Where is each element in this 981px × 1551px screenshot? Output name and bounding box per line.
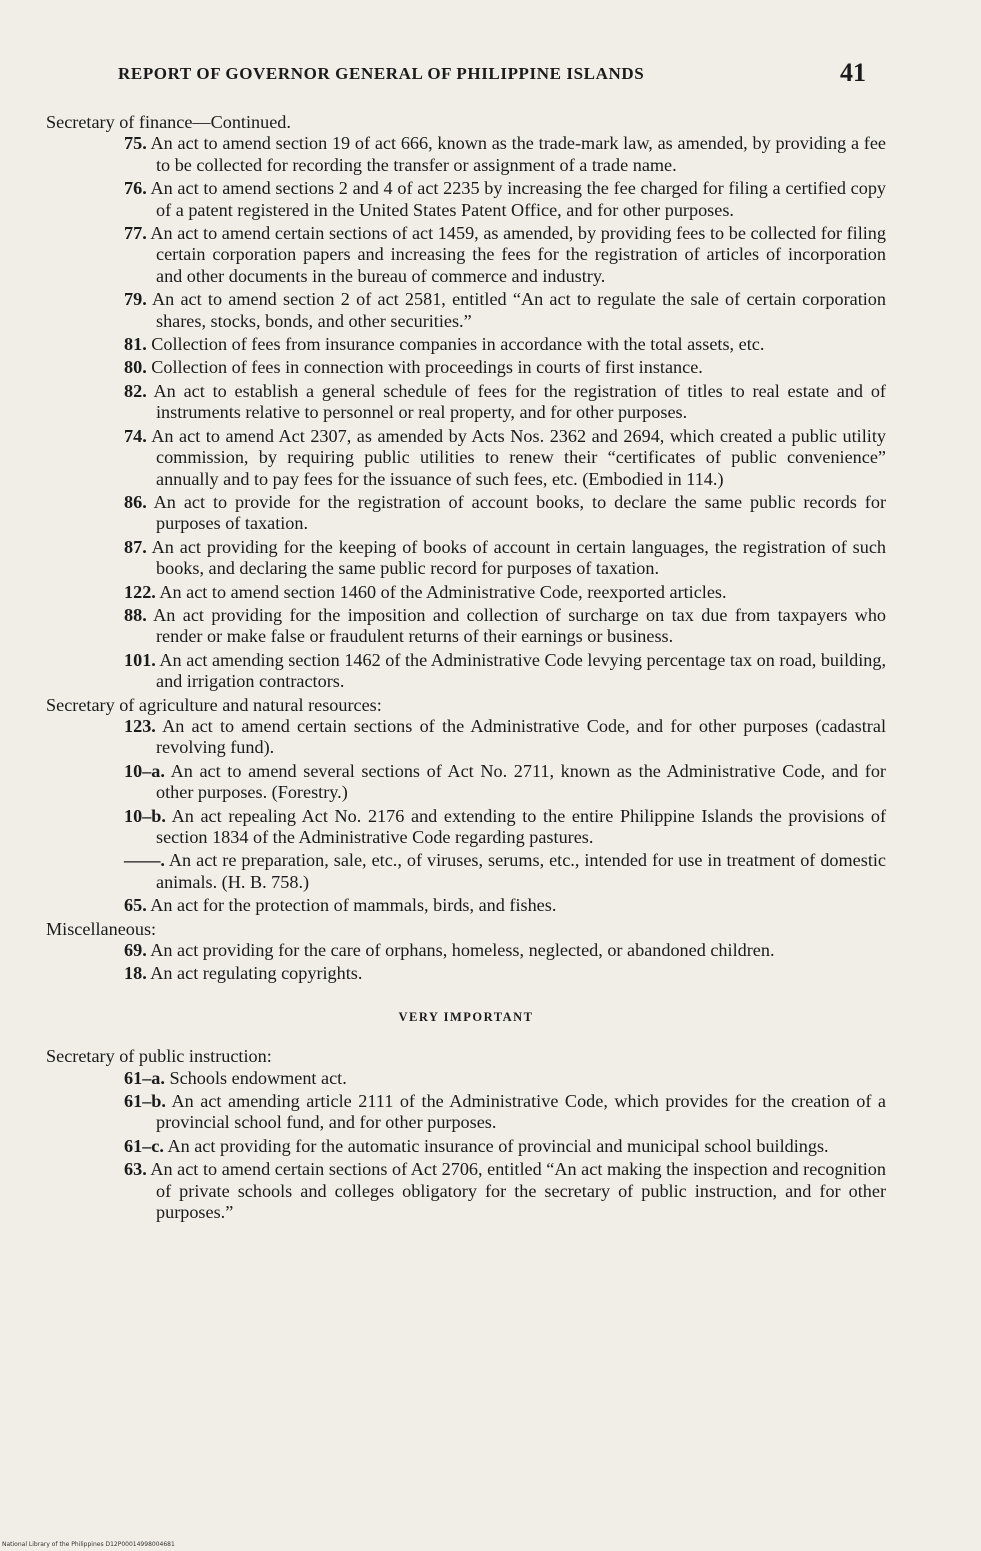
page-content bbox=[46, 112, 886, 1226]
item-text: An act providing for the imposition and collection of surcharge on tax due from taxpayers who render or make false or fraudulent returns of their earnings or business. bbox=[153, 604, 887, 647]
item-text: An act to amend section 19 of act 666, known as the trade-mark law, as amended, by providing a fee to be collected for recording the transfer or assignment of a trade name. bbox=[150, 133, 886, 175]
item-number: 61–c. bbox=[124, 1135, 164, 1156]
item-number: 88. bbox=[124, 604, 147, 625]
item-text: An act to amend Act 2307, as amended by Acts Nos. 2362 and 2694, which created a public utility commission, by requiring public utilities to renew their “certificates of public convenience” annually and to pay fees for the issuance of such fees, etc. (Embodied in 114.) bbox=[151, 425, 886, 489]
list-item bbox=[46, 1068, 886, 1089]
item-number: 77. bbox=[124, 223, 147, 244]
item-number: 101. bbox=[124, 649, 156, 670]
list-item bbox=[46, 895, 886, 916]
section-heading-public-instruction: Secretary of public instruction: bbox=[46, 1046, 272, 1067]
item-number: ——. bbox=[124, 850, 165, 871]
list-item bbox=[46, 289, 886, 332]
running-head: REPORT OF GOVERNOR GENERAL OF PHILIPPINE ISLANDS bbox=[118, 64, 645, 83]
list-item bbox=[46, 223, 886, 287]
item-number: 65. bbox=[124, 895, 147, 916]
item-text: An act to amend several sections of Act No. 2711, known as the Administrative Code, and for other purposes. (Forestry.) bbox=[156, 760, 886, 803]
item-number: 76. bbox=[124, 178, 147, 199]
list-item bbox=[46, 761, 886, 804]
list-item bbox=[46, 492, 886, 535]
list-item bbox=[46, 716, 886, 759]
section-heading-finance: Secretary of finance—Continued. bbox=[46, 112, 291, 132]
item-text: An act to establish a general schedule of fees for the registration of titles to real estate and of instruments relative to personnel or real property, and for other purposes. bbox=[153, 380, 886, 423]
item-text: An act regulating copyrights. bbox=[150, 963, 363, 984]
finance-items bbox=[46, 133, 886, 692]
list-item bbox=[46, 178, 886, 221]
item-text: An act to amend certain sections of Act 2706, entitled “An act making the inspection and recognition of private schools and colleges obligatory for the secretary of public instruction, and for other purposes.” bbox=[150, 1159, 886, 1223]
item-text: An act to amend sections 2 and 4 of act 2235 by increasing the fee charged for filing a certified copy of a patent registered in the United States Patent Office, and for other purposes. bbox=[150, 178, 887, 220]
item-number: 123. bbox=[124, 715, 156, 736]
item-text: An act providing for the care of orphans, homeless, neglected, or abandoned children. bbox=[150, 940, 775, 961]
item-text: An act for the protection of mammals, birds, and fishes. bbox=[150, 895, 557, 916]
item-number: 18. bbox=[124, 963, 147, 984]
item-text: An act to amend section 2 of act 2581, entitled “An act to regulate the sale of certain corporation shares, stocks, bonds, and other securities.” bbox=[151, 289, 886, 331]
list-item bbox=[46, 1091, 886, 1134]
list-item bbox=[46, 357, 886, 378]
list-item bbox=[46, 426, 886, 490]
item-text: An act providing for the keeping of books of account in certain languages, the registration of such books, and declaring the same public record for purposes of taxation. bbox=[151, 536, 886, 579]
item-text: An act to amend section 1460 of the Administrative Code, reexported articles. bbox=[159, 581, 727, 602]
item-text: An act amending article 2111 of the Administrative Code, which provides for the creation of a provincial school fund, and for other purposes. bbox=[156, 1091, 886, 1133]
section-heading-agriculture: Secretary of agriculture and natural resources: bbox=[46, 694, 382, 715]
item-number: 74. bbox=[124, 425, 147, 446]
item-text: An act to amend certain sections of the Administrative Code, and for other purposes (cadastral revolving fund). bbox=[156, 715, 886, 758]
item-number: 80. bbox=[124, 357, 147, 378]
item-number: 87. bbox=[124, 536, 147, 557]
item-number: 10–b. bbox=[124, 805, 166, 826]
list-item bbox=[46, 650, 886, 693]
list-item bbox=[46, 334, 886, 355]
item-number: 10–a. bbox=[124, 760, 165, 781]
list-item bbox=[46, 1159, 886, 1223]
item-number: 69. bbox=[124, 940, 147, 961]
very-important-heading: VERY IMPORTANT bbox=[398, 1009, 534, 1024]
section-heading-miscellaneous: Miscellaneous: bbox=[46, 918, 157, 939]
item-number: 81. bbox=[124, 334, 147, 355]
item-number: 86. bbox=[124, 491, 147, 512]
item-text: An act providing for the automatic insurance of provincial and municipal school buildings. bbox=[167, 1135, 829, 1156]
list-item bbox=[46, 381, 886, 424]
miscellaneous-items bbox=[46, 940, 886, 985]
list-item bbox=[46, 582, 886, 603]
list-item bbox=[46, 605, 886, 648]
item-text: Collection of fees in connection with proceedings in courts of first instance. bbox=[151, 357, 703, 378]
item-number: 122. bbox=[124, 581, 156, 602]
list-item bbox=[46, 963, 886, 984]
item-number: 75. bbox=[124, 133, 147, 154]
agriculture-items bbox=[46, 716, 886, 917]
item-text: An act repealing Act No. 2176 and extending to the entire Philippine Islands the provisions of section 1834 of the Administrative Code regarding pastures. bbox=[156, 805, 887, 847]
item-text: An act re preparation, sale, etc., of viruses, serums, etc., intended for use in treatment of domestic animals. (H. B. 758.) bbox=[156, 850, 886, 892]
item-number: 61–b. bbox=[124, 1091, 166, 1112]
page-number: 41 bbox=[840, 58, 866, 87]
item-number: 63. bbox=[124, 1159, 147, 1180]
item-number: 61–a. bbox=[124, 1067, 165, 1088]
scan-credit: National Library of the Philippines D12P00014998004681 bbox=[2, 1541, 175, 1548]
list-item bbox=[46, 1136, 886, 1157]
public-instruction-items bbox=[46, 1068, 886, 1224]
item-text: An act to amend certain sections of act 1459, as amended, by providing fees to be collected for filing certain corporation papers and increasing the fees for the registration of articles of incorporation and other documents in the bureau of commerce and industry. bbox=[150, 223, 886, 286]
list-item bbox=[46, 850, 886, 893]
item-text: Collection of fees from insurance companies in accordance with the total assets, etc. bbox=[151, 334, 765, 355]
list-item bbox=[46, 940, 886, 961]
list-item bbox=[46, 133, 886, 176]
item-text: An act to provide for the registration of account books, to declare the same public records for purposes of taxation. bbox=[153, 491, 887, 534]
item-number: 82. bbox=[124, 380, 147, 401]
item-number: 79. bbox=[124, 289, 147, 310]
item-text: An act amending section 1462 of the Administrative Code levying percentage tax on road, building, and irrigation contractors. bbox=[156, 649, 887, 692]
item-text: Schools endowment act. bbox=[169, 1067, 347, 1088]
list-item bbox=[46, 537, 886, 580]
list-item bbox=[46, 806, 886, 849]
